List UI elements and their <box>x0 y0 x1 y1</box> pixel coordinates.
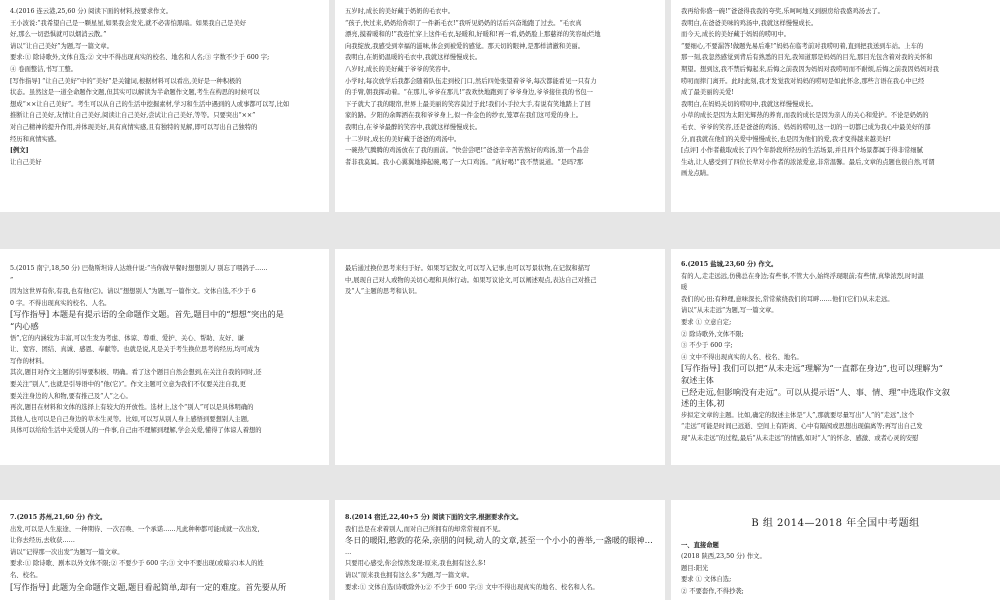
text-line: 经历和真情实感。 <box>10 135 61 143</box>
text-line: 要求:① 除诗歌、剧本以外文体不限;② 不要少于 600 字;③ 文中不要出现(或暗示)本人的姓 <box>10 560 264 568</box>
text-line: 小草的成长是因为太阳光辉热的养育,而我的成长是因为亲人的关心和爱护。不论是奶奶的 <box>681 112 929 120</box>
text-line: 步拟定文章的主题。比如,确定的叙述主体是“人”,那就要尽量写出“人”的“走远”,这个 <box>681 411 915 419</box>
text-line: ④ 文中不得出现真实的人名、校名、地名。 <box>681 353 803 361</box>
question-heading: 7.(2015 苏州,21,60 分) 作文。 <box>10 514 107 521</box>
text-line: 漂亮,摸着暖和的!”我连忙穿上这件毛衣,轻暖和,好暖和!再一看,奶奶脸上那慈祥的笑容灿烂地 <box>345 31 601 39</box>
text-line: 好,那么一切恐惧就可以烟消云散。” <box>10 31 107 39</box>
text-line: 要关注“别人”,也就是引导语中的“他(它)”。作文主题可立意为我们不仅要关注自我,更 <box>10 380 246 388</box>
text-line: 唠叨而摔门离开。此时此刻,我才发觉我对妈妈的唠叨是如此怀念,那些言语在我心中已经 <box>681 77 925 85</box>
text-line: “走远”可能是时间已远逝、空间上有距离、心中有隔阂或思想出现偏离等;再写出自己发 <box>681 423 923 431</box>
text-line: 名、校名。 <box>10 571 42 579</box>
text-line: 写作的材料。 <box>10 357 48 365</box>
text-line: 悟”,它的内涵较为丰富,可以生发为考虑、体谅、尊重、爱护、关心、帮助、友好、谦 <box>10 334 244 342</box>
text-line: 要关注身边的人和物,要有推己及“人”之心。 <box>10 392 132 400</box>
page-3 <box>671 0 1000 212</box>
text-line: 其他人,也可以是自己身边的草木生灵等。比如,可以写从别人身上感悟到要想别人主题, <box>10 415 249 423</box>
question-heading: 6.(2015 盐城,23,60 分) 作文。 <box>681 261 778 268</box>
text-line: 十二岁时,成长的美好藏于爸爸的鸡汤中。 <box>345 135 461 143</box>
example-heading: [例文] <box>10 147 29 155</box>
text-line: 对自己精神的提升作用,并体现美好,具有真情实感,且有独特的见解,即可以写出自己独特的 <box>10 123 258 131</box>
text-line: 分,而我就在他们的关爱中慢慢成长,也是因为他们的爱,我才变得越来越美好! <box>681 135 892 143</box>
text-line: 我们的心田;有种理,意味深长,常常萦绕我们的耳畔……他们(它们)从未走远。 <box>681 295 894 303</box>
text-line: 中,展现自己对人或物的关切心理和具体行动。如果写议论文,可以阐述观点,表达自己对推己 <box>345 276 597 284</box>
page-8 <box>335 500 665 600</box>
text-line: 请以“从未走远”为题,写一篇文章。 <box>681 307 778 315</box>
text-line: ③ 不少于 600 字; <box>681 342 733 350</box>
writing-guide: [写作指导] 我们可以把“从未走远”理解为“一直都在身边”,也可以理解为“ <box>681 363 943 374</box>
text-line: 请以“原来我也拥有这么多”为题,写一篇文章。 <box>345 571 474 579</box>
text-line: 冬日的暖阳,憨敦的花朵,亲朋的问候,动人的文章,甚至一个小小的善举,一盏暖的眼神… <box>345 535 653 546</box>
text-line: 期望。想到这,我不禁后悔起来,后悔之前我因为妈妈对我唠叨而不耐烦,后悔之前我因妈妈对我 <box>681 65 939 73</box>
text-line: 及“人”主题的思考和认识。 <box>345 288 421 296</box>
text-line: ” <box>10 276 14 284</box>
text-line: 小学时,每次放学后我都会随着队伍走到校门口,然后四处张望着爷爷,每次都能看见一只有力 <box>345 77 597 85</box>
text-line: 再次,题目在材料和文体的选择上有较大的开放性。选材上,这个“别人”可以是具体明确的 <box>10 404 254 412</box>
writing-guide: [写作指导] “让自己美好”中的“美好”是关键词,根据材料可以看出,美好是一种积极的 <box>10 77 242 85</box>
text-line: 叙述主体 <box>681 374 714 385</box>
question-heading: 8.(2014 宿迁,22,40+5 分) 阅读下面的文字,根据要求作文。 <box>345 514 523 521</box>
text-line: 那一刻,我忽然感觉到背后有熟悉的目光,我知道那是妈妈的目光,那目光包含着对我的关怀和 <box>681 54 933 62</box>
page-1 <box>0 0 329 212</box>
text-line: 出发,可以是人生旅途、一种期待、一次召唤、一个承诺……凡此种种都可能成就一次出发, <box>10 525 260 533</box>
text-line: 想成“××让自己美好”。考生可以从自己的生活中挖掘素材,学习和生活中遇到的人或事都可以写,比如 <box>10 100 290 108</box>
text-line: 述的主体,初 <box>681 398 725 409</box>
text-line: 只要用心感受,你会惊然发现:原来,我也拥有这么多! <box>345 560 486 568</box>
writing-guide: [写作指导] 此题为全命题作文题,题目看起简单,却有一定的难度。首先要从所 <box>10 581 287 592</box>
text-line: 让你去经历,去收获…… <box>10 537 75 545</box>
page-4 <box>0 249 329 465</box>
page-9 <box>671 500 1000 600</box>
text-line: 我们总是在求着别人,而对自己所拥有的却常常视而不见。 <box>345 525 505 533</box>
text-line: 要求 ① 文体自选; <box>681 576 732 584</box>
text-line: 请以“让自己美好”为题,写一篇文章。 <box>10 42 113 50</box>
text-line: 王小波说:“我希望自己是一颗星星,如果我会发光,就不必害怕黑暗。如果我自己是美好 <box>10 19 247 27</box>
page-5 <box>335 249 665 465</box>
text-line: (2018 陕西,23,50 分) 作文。 <box>681 553 766 561</box>
commentary: [点评] 小作者截取成长了四个年龄段所经历的生活场景,并且四个场景都属于得非常细腻 <box>681 147 923 155</box>
text-line: 生动,让人感受到了四位长辈对小作者的浓浓爱意,非常温馨。最后,文章的点题也很自然,可谓 <box>681 158 935 166</box>
text-line: 毛衣、爷爷的笑容,还是爸爸的鸡汤、妈妈的唠叨,这一切的一切都已成为我心中最美好的部 <box>681 123 931 131</box>
text-line: 要求 ① 立意自定; <box>681 318 732 326</box>
text-line: 4.(2016 连云港,25,60 分) 阅读下面的材料,按要求作文。 <box>10 8 173 15</box>
text-line: 要求:① 除诗歌外,文体自选;② 文中不得出现真实的校名、地名和人名;③ 字数不少于 600 字; <box>10 54 270 62</box>
text-line: 我明白,在爷爷最醉的笑容中,我就这样慢慢成长。 <box>345 123 482 131</box>
section-title: B 组 2014—2018 年全国中考题组 <box>751 518 920 529</box>
text-line: ② 除诗歌外,文体不限; <box>681 330 744 338</box>
text-line: … <box>345 548 352 556</box>
text-line: 现“从未走远”的过程,最后“从未走远”的情感,如对“人”的怀念、感激、或者心灵的安慰 <box>681 434 919 442</box>
text-line: “要细心,不要漏答!做题先易后难!”妈妈在临考前对我唠叨着,直到把我送到车站。上车的 <box>681 42 924 50</box>
text-line: 向我绽放,我感受到幸福的滋味,体会到被爱的感觉。那天切的眼神,是那样清澈和美丽。 <box>345 42 584 50</box>
text-line: 我明白,在妈妈关切的唠叨中,我就这样慢慢成长。 <box>681 100 818 108</box>
text-line: 让、宽容、团结、真诚、感恩、奉献等。也就是说,凡是关于考生换位思考的经历,均可成为 <box>10 346 260 354</box>
text-line: 我明白,在奶奶温暖的毛衣中,我就这样慢慢成长。 <box>345 54 482 62</box>
text-line: 下子就大了我的眼帘,世界上最美丽的笑容莫过于此!我们小手拉大手,有说有笑地踏上了回 <box>345 100 591 108</box>
text-line: 因为这世界有你,有我,也有他(它)。请以“想想别人”为题,写一篇作文。文体自选,不少于 6 <box>10 288 256 296</box>
text-line: 推断让自己美好,友情让自己美好,阅读让自己美好,尝试让自己美好,等等。只要突出“××” <box>10 112 256 120</box>
text-line: 者非我莫属。我小心翼翼地捧起碗,喝了一大口鸡汤。“真好喝!”我不禁说道。“是吗?那 <box>345 158 583 166</box>
text-line: 五岁时,成长的美好藏于奶奶的毛衣中。 <box>345 8 455 15</box>
text-line: 的手臂,朝我挥动着。“在那儿,爷爷在那儿!”我欢快地跑到了爷爷身边,爷爷接住我的书包一 <box>345 89 593 97</box>
text-line: 让自己美好 <box>10 158 42 166</box>
text-line: 我再给你盛一碗!”爸爸得我我的夸奖,乐呵呵地又到厨房给我盛鸡汤去了。 <box>681 8 884 15</box>
text-line: “内心感 <box>10 320 39 331</box>
text-line: 最后通过换位思考来归于好。如果写记叙文,可以写入记事,也可以写景状物,在记叙和描写 <box>345 265 591 272</box>
page-7 <box>0 500 329 600</box>
text-line: 八岁时,成长的美好藏于爷爷的笑容中。 <box>345 65 455 73</box>
page-2 <box>335 0 665 212</box>
text-line: ④ 卷面整洁,书写工整。 <box>10 65 77 73</box>
text-line: 画龙点睛。 <box>681 170 713 178</box>
text-line: 请以“记得那一次出发”为题写一篇文章。 <box>10 548 124 556</box>
text-line: 已经走远,但影响没有走远”。可以从提示语“人、事、情、理”中选取作文叙 <box>681 386 950 397</box>
text-line: 一碗热气腾腾的鸡汤放在了我的面前。“快尝尝吧!”爸爸辛辛苦苦熬好的鸡汤,第一个品尝 <box>345 147 589 155</box>
text-line: 0 字。不得出现真实的校名、人名。 <box>10 299 111 307</box>
text-line: 我明白,在爸爸美味的鸡汤中,我就这样慢慢成长。 <box>681 19 818 27</box>
text-line: 其次,题目对作文主题的引导要积极、明确。看了这个题目自然会想到,在关注自我的同时,还 <box>10 369 262 377</box>
section-heading: 一、直接命题 <box>681 541 719 549</box>
text-line: 家的路。夕阳的余晖洒在我和爷爷身上,似一件金色的纱衣,笼罩在我们这可爱的身上。 <box>345 112 582 120</box>
text-line: 题目:阳光 <box>681 564 709 572</box>
text-line: 有的人,走走远远,仿佛总在身边;有些事,不管大小,始终浮现眼前;有些情,真挚浓烈,时时温 <box>681 272 924 280</box>
text-line: 具体可以给给生活中关爱别人的一件事,自己由不理解到理解,学会关爱,懂得了体谅人着想的 <box>10 427 262 435</box>
question-heading: 5.(2015 南宁,18,50 分) 巴勒斯坦诗人达维什说:“当你做早餐时想想别人/ 别忘了喂鸽子…… <box>10 265 268 272</box>
writing-guide: [写作指导] 本题是有提示语的全命题作文题。首先,题目中的“想想”突出的是 <box>10 309 284 320</box>
page-6 <box>671 249 1000 465</box>
text-line: 暖 <box>681 284 688 292</box>
text-line: “孩子,快过来,奶奶给你织了一件新毛衣!”我听见奶奶的话后兴奋地跑了过去。“毛衣真 <box>345 19 582 27</box>
text-line: 要求:① 文体自选(诗歌除外);② 不少于 600 字;③ 文中不得出现真实的地名、校名和人名。 <box>345 583 599 591</box>
text-line: ② 不要套作,不得抄袭; <box>681 587 744 595</box>
text-line: 状态。虽然这是一道全命题作文题,但其实可以解读为半命题作文题,考生在构思的时候可以 <box>10 89 260 97</box>
text-line: 而今天,成长的美好藏于妈妈的唠叨中。 <box>681 31 791 39</box>
text-line: 成了最美丽的关爱! <box>681 89 734 97</box>
